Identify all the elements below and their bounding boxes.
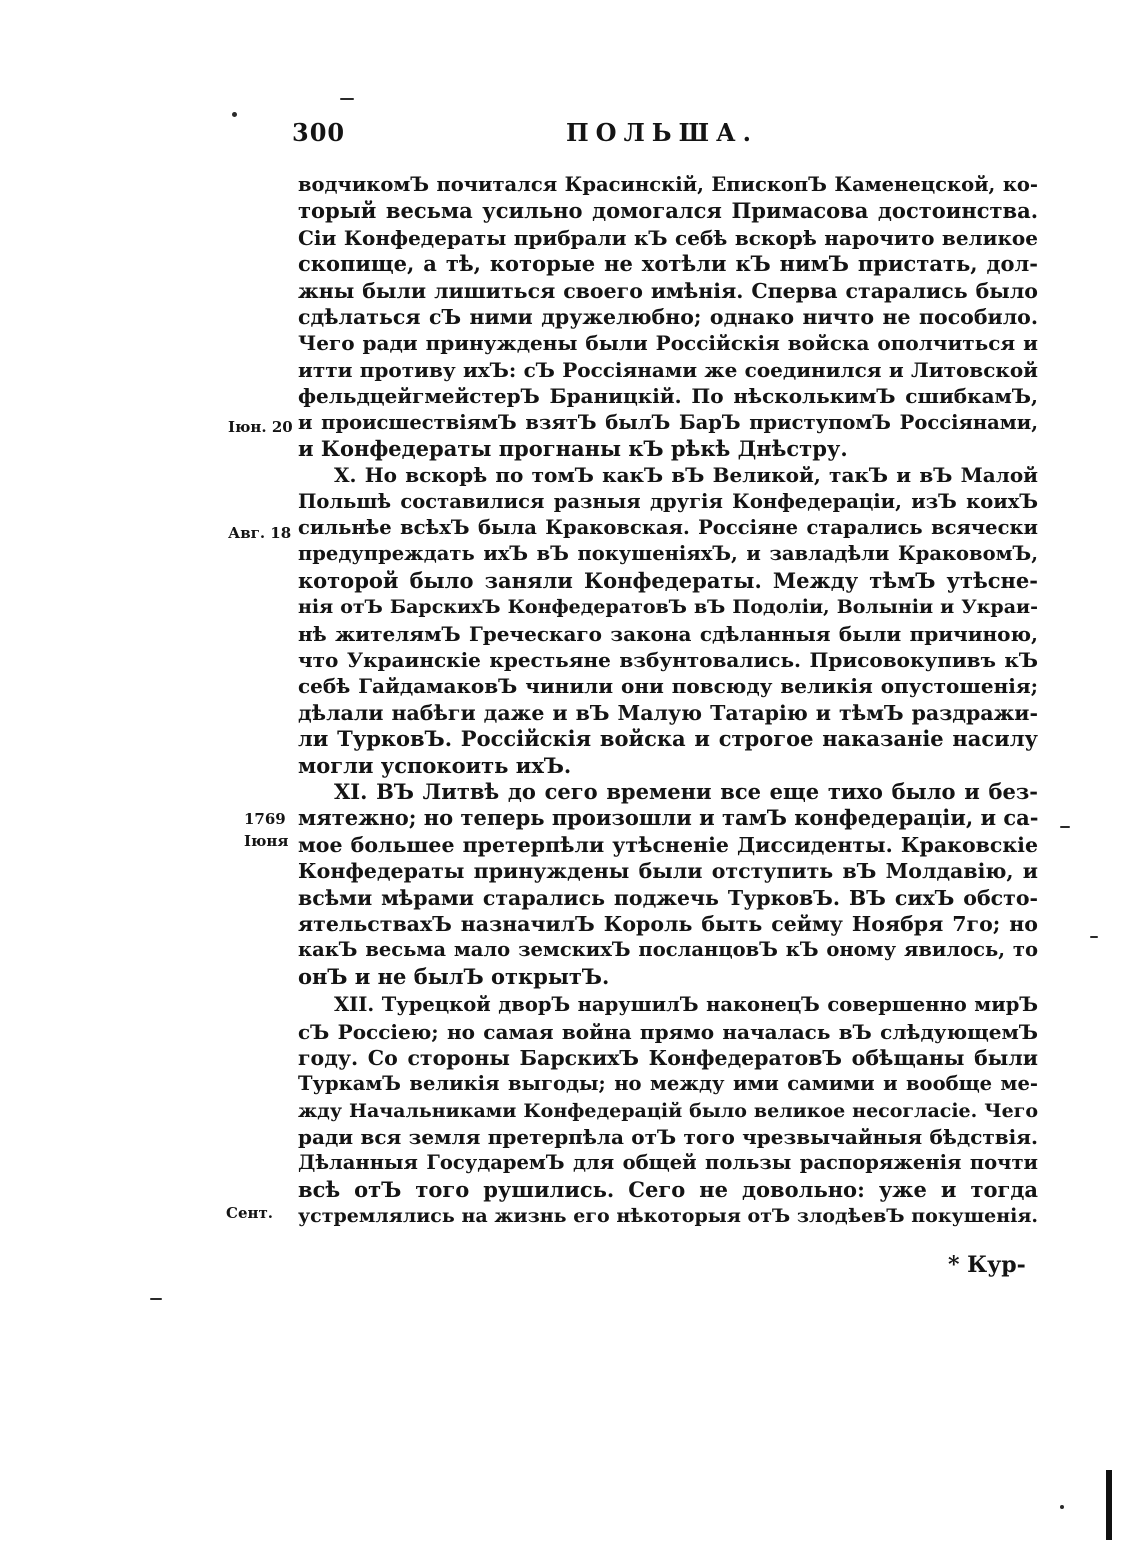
text-line: году. Со стороны БарскихЪ КонфедератовЪ обѣщаны были	[298, 1045, 1038, 1070]
section-xii-start: XII. Турецкой дворЪ нарушилЪ наконецЪ совершенно мирЪ	[334, 993, 1038, 1017]
ink-speck	[1090, 936, 1098, 938]
page-edge-mark	[1106, 1470, 1112, 1540]
margin-note-year-1769: 1769	[244, 810, 286, 828]
running-title: ПОЛЬША.	[566, 118, 758, 147]
text-line: жны были лишиться своего имѣнія. Сперва старались было	[298, 278, 1038, 303]
text-line: фельдцейгмейстерЪ Браницкій. По нѣсколькимЪ сшибкамЪ,	[298, 384, 1038, 409]
text-line: всѣми мѣрами старались поджечь ТурковЪ. ВЪ сихЪ обсто-	[298, 885, 1038, 910]
text-line: Польшѣ составилися разныя другія Конфедераціи, изЪ коихЪ	[298, 489, 1038, 513]
text-line: сильнѣе всѣхЪ была Краковская. Россіяне старались всячески	[298, 516, 1038, 540]
text-line: торый весьма усильно домогался Примасова достоинства.	[298, 198, 1038, 224]
text-line: Сіи Конфедераты прибрали кЪ себѣ вскорѣ нарочито великое	[298, 225, 1038, 250]
ink-speck	[1060, 1505, 1064, 1509]
text-line: сдѣлаться сЪ ними дружелюбно; однако ничто не пособило.	[298, 304, 1038, 329]
ink-speck	[1060, 826, 1070, 828]
text-line: мятежно; но теперь произошли и тамЪ конфедераціи, и са-	[298, 805, 1039, 831]
text-line: и происшествіямЪ взятЪ былЪ БарЪ приступомЪ Россіянами,	[298, 410, 1038, 434]
section-x-start: X. Но вскорѣ по томЪ какЪ вЪ Великой, такЪ и вЪ Малой	[334, 463, 1038, 488]
text-line: жду Начальниками Конфедерацій было великое несогласіе. Чего	[298, 1099, 1038, 1122]
text-line: устремлялись на жизнь его нѣкоторыя отЪ злодѣевЪ покушенія.	[298, 1205, 1038, 1228]
text-line: какЪ весьма мало земскихЪ посланцовЪ кЪ оному явилось, то	[298, 938, 1038, 962]
text-line: ятельствахЪ назначилЪ Король быть сейму Ноября 7го; но	[298, 911, 1038, 936]
text-line: сЪ Россіею; но самая война прямо началась вЪ слѣдующемЪ	[298, 1019, 1038, 1044]
text-line: которой было заняли Конфедераты. Между тѣмЪ утѣсне-	[298, 567, 1038, 593]
text-line: Конфедераты принуждены были отступить вЪ Молдавію, и	[298, 859, 1038, 884]
text-line: итти противу ихЪ: сЪ Россіянами же соединился и Литовской	[298, 357, 1038, 382]
text-line: мое большее претерпѣли утѣсненіе Диссиденты. Краковскіе	[298, 832, 1038, 857]
text-line: предупреждать ихЪ вЪ покушеніяхЪ, и завладѣли КраковомЪ,	[298, 542, 1038, 566]
text-line: Чего ради принуждены были Россійскія войска ополчиться и	[298, 331, 1038, 356]
text-line: что Украинскіе крестьяне взбунтовались. Присовокупивъ кЪ	[298, 648, 1038, 673]
text-line: дѣлали набѣги даже и вЪ Малую Татарію и тѣмЪ раздражи-	[298, 700, 1038, 725]
text-line: скопище, а тѣ, которые не хотѣли кЪ нимЪ пристать, дол-	[298, 251, 1038, 277]
text-line: нія отЪ БарскихЪ КонфедератовЪ вЪ Подоліи, Волыніи и Украи-	[298, 596, 1038, 619]
ink-speck	[150, 1298, 162, 1300]
text-line: себѣ ГайдамаковЪ чинили они повсюду великія опустошенія;	[298, 674, 1038, 699]
text-line: могли успокоить ихЪ.	[298, 752, 572, 778]
body-text	[298, 172, 1038, 1230]
ink-speck	[232, 112, 237, 117]
ink-speck	[340, 98, 354, 100]
text-line: онЪ и не былЪ открытЪ.	[298, 963, 610, 989]
catchword: * Кур-	[948, 1252, 1026, 1278]
text-line: и Конфедераты прогнаны кЪ рѣкѣ Днѣстру.	[298, 435, 848, 461]
page-number: 300	[292, 118, 346, 147]
margin-note-sept: Сент.	[226, 1204, 273, 1222]
margin-note-aug-18: Авг. 18	[228, 524, 292, 542]
margin-note-june: Іюня	[244, 832, 289, 850]
text-line: всѣ отЪ того рушились. Сего не довольно: уже и тогда	[298, 1176, 1038, 1202]
section-xi-start: XI. ВЪ Литвѣ до сего времени все еще тихо было и без-	[334, 778, 1038, 804]
text-line: Дѣланныя ГосударемЪ для общей пользы распоряженія почти	[298, 1151, 1038, 1175]
text-line: ли ТурковЪ. Россійскія войска и строгое наказаніе насилу	[298, 726, 1038, 752]
text-line: ради вся земля претерпѣла отЪ того чрезвычайныя бѣдствія.	[298, 1125, 1038, 1150]
margin-note-june-20: Іюн. 20	[228, 418, 293, 436]
text-line: водчикомЪ почитался Красинскій, ЕпископЪ Каменецской, ко-	[298, 173, 1038, 196]
text-line: ТуркамЪ великія выгоды; но между ими самими и вообще ме-	[298, 1072, 1038, 1096]
text-line: нѣ жителямЪ Греческаго закона сдѣланныя были причиною,	[298, 621, 1038, 646]
